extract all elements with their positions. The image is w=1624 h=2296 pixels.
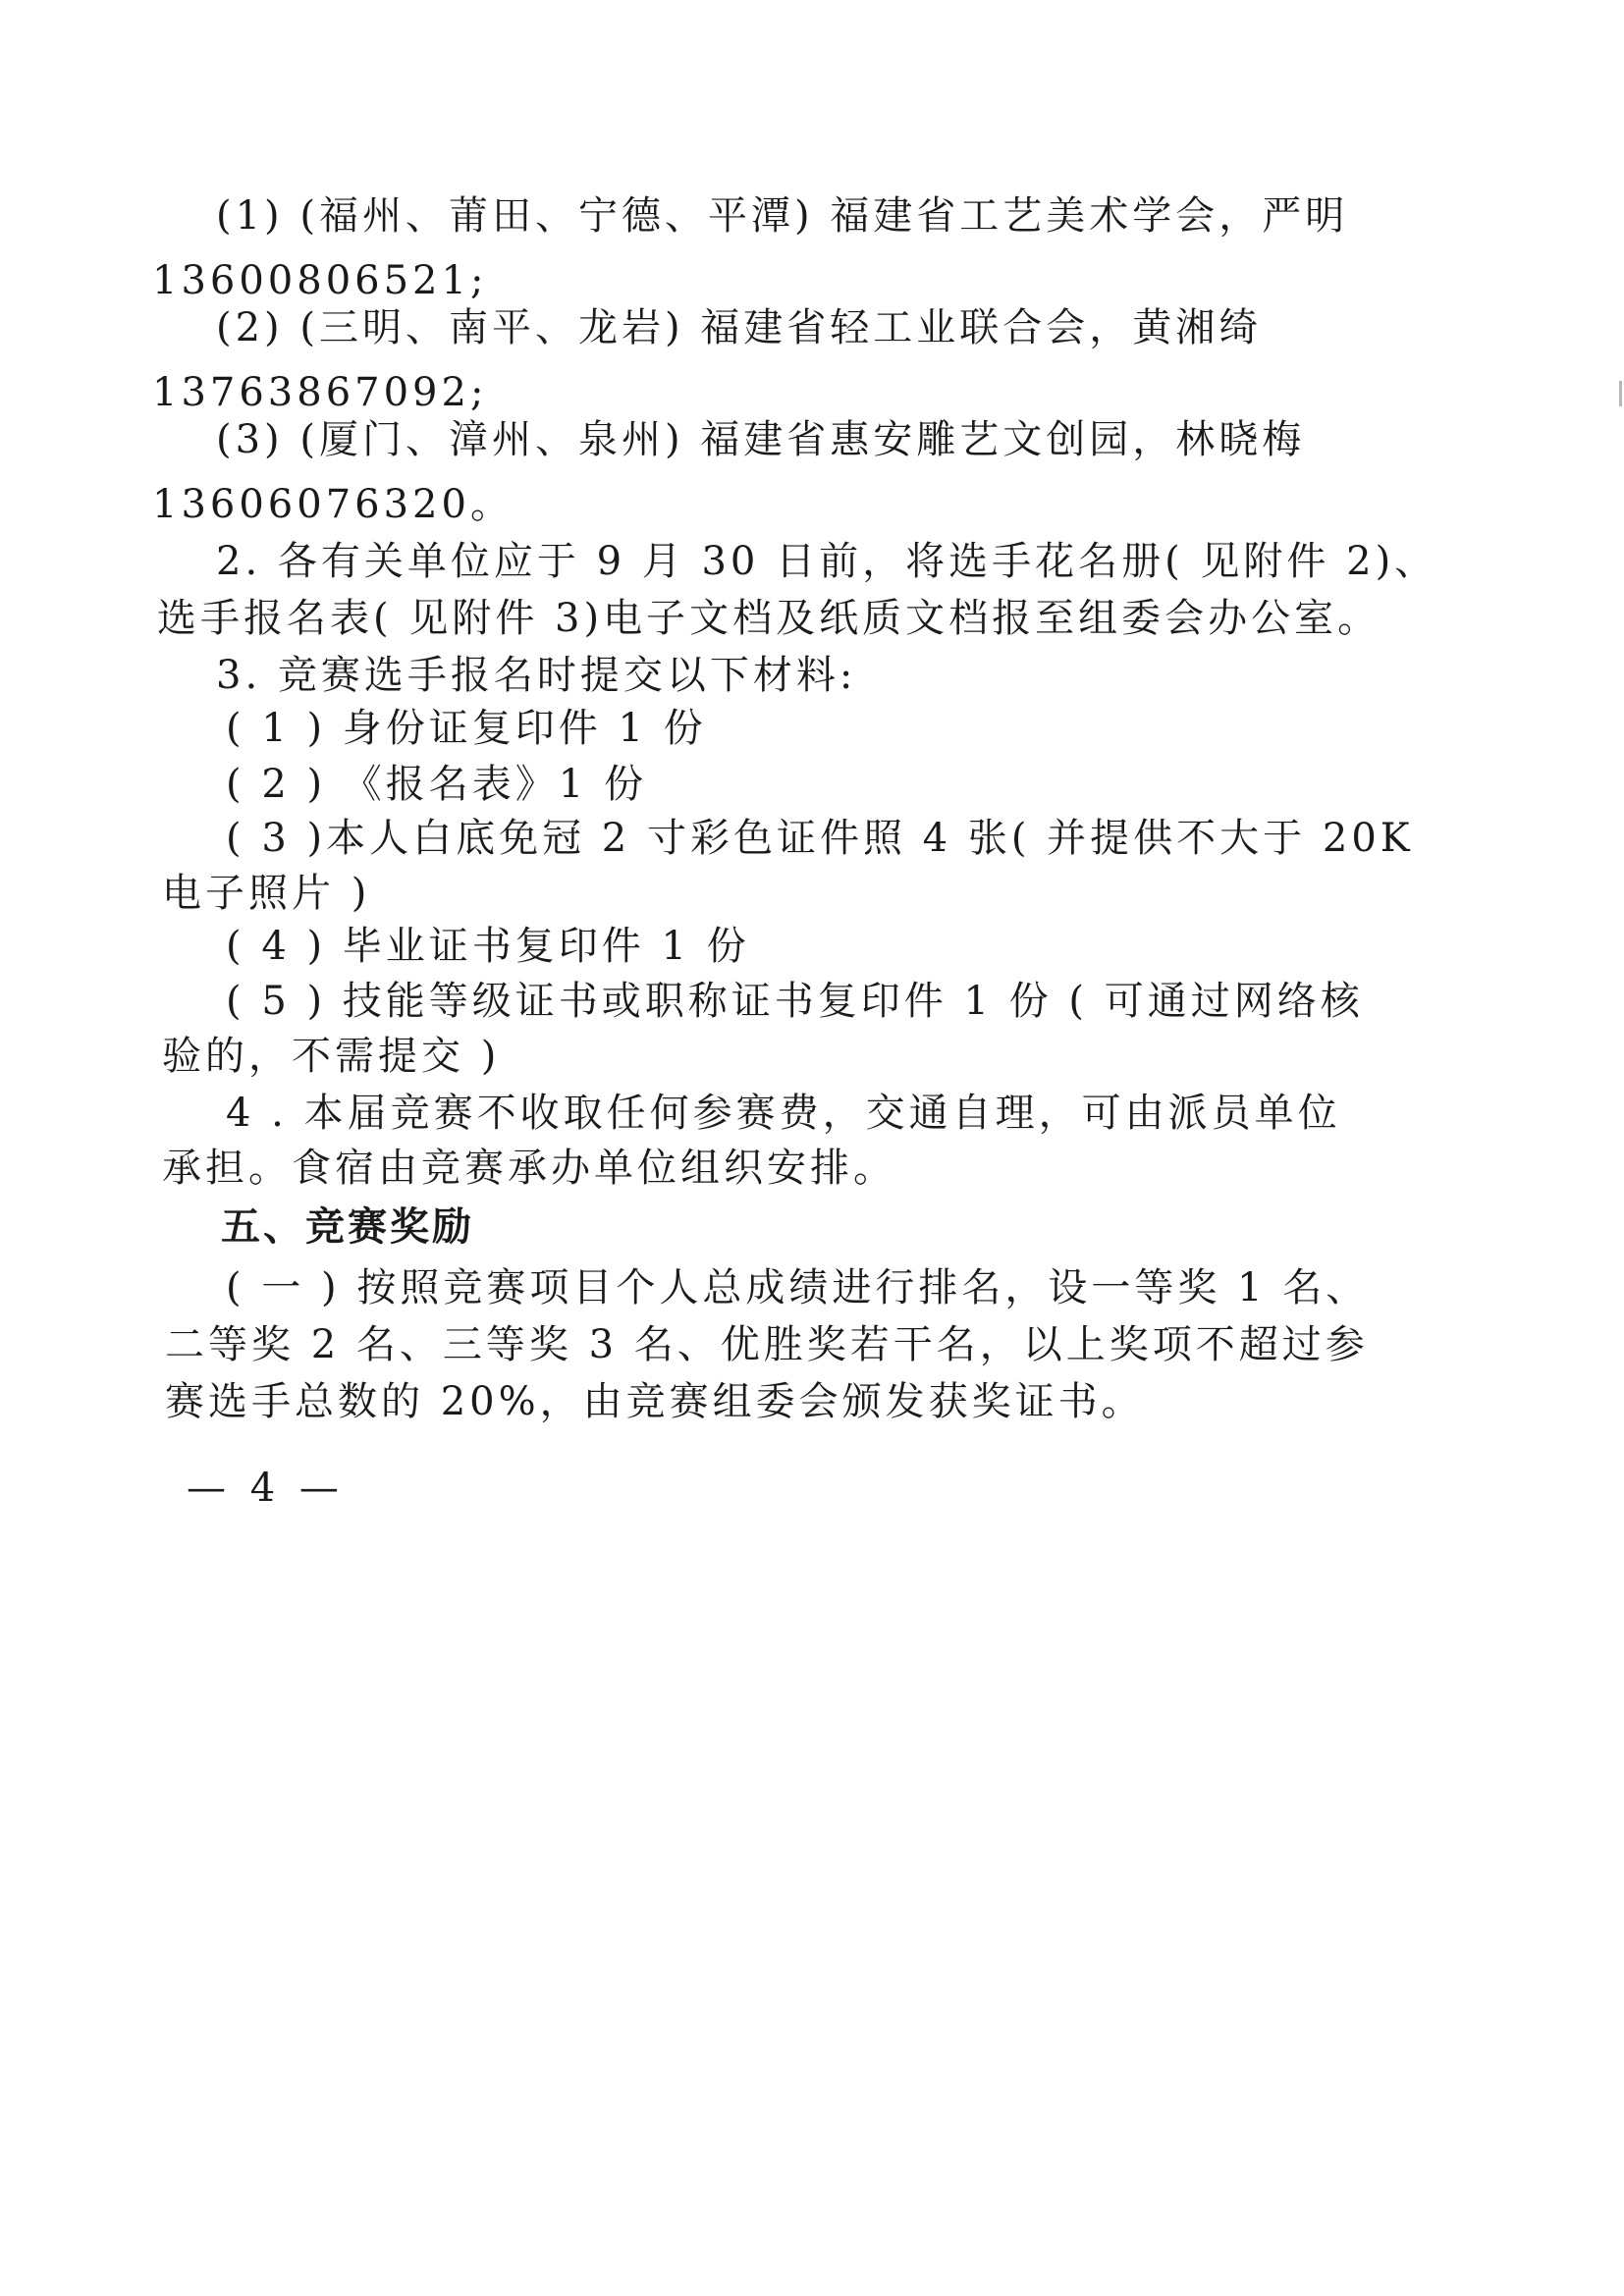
section-heading: 五、竞赛奖励 [221,1204,474,1250]
material-item-3-cont: 电子照片 ) [162,871,371,916]
paragraph-4-line-1: 4 . 本届竞赛不收取任何参赛费，交通自理，可由派员单位 [226,1091,1341,1136]
paragraph-3-intro: 3. 竞赛选手报名时提交以下材料: [216,653,857,698]
contact-phone-3: 13606076320。 [152,482,514,527]
page-number: — 4 — [187,1466,345,1511]
material-item-5: ( 5 ) 技能等级证书或职称证书复印件 1 份 ( 可通过网络核 [226,979,1364,1024]
paragraph-2-line-1: 2. 各有关单位应于 9 月 30 日前，将选手花名册( 见附件 2)、 [216,539,1438,584]
paragraph-4-line-2: 承担。食宿由竞赛承办单位组织安排。 [162,1146,896,1191]
paragraph-2-line-2: 选手报名表( 见附件 3)电子文档及纸质文档报至组委会办公室。 [157,596,1381,641]
contact-phone-1: 13600806521; [152,258,488,303]
award-line-1: ( 一 ) 按照竞赛项目个人总成绩进行排名，设一等奖 1 名、 [226,1265,1370,1310]
material-item-3: ( 3 )本人白底免冠 2 寸彩色证件照 4 张( 并提供不大于 20K [226,816,1414,861]
material-item-1: ( 1 ) 身份证复印件 1 份 [226,706,707,751]
material-item-2: ( 2 ) 《报名表》1 份 [226,762,647,807]
contact-line-1: (1) (福州、莆田、宁德、平潭) 福建省工艺美术学会，严明 [216,193,1349,239]
contact-line-3: (3) (厦门、漳州、泉州) 福建省惠安雕艺文创园，林晓梅 [216,417,1306,462]
material-item-4: ( 4 ) 毕业证书复印件 1 份 [226,924,750,969]
contact-line-2: (2) (三明、南平、龙岩) 福建省轻工业联合会，黄湘绮 [216,305,1263,350]
award-line-3: 赛选手总数的 20%，由竞赛组委会颁发获奖证书。 [165,1379,1145,1424]
material-item-5-cont: 验的，不需提交 ) [162,1034,501,1079]
contact-phone-2: 13763867092; [152,370,488,415]
award-line-2: 二等奖 2 名、三等奖 3 名、优胜奖若干名，以上奖项不超过参 [165,1322,1369,1367]
scan-edge-mark [1619,381,1622,406]
